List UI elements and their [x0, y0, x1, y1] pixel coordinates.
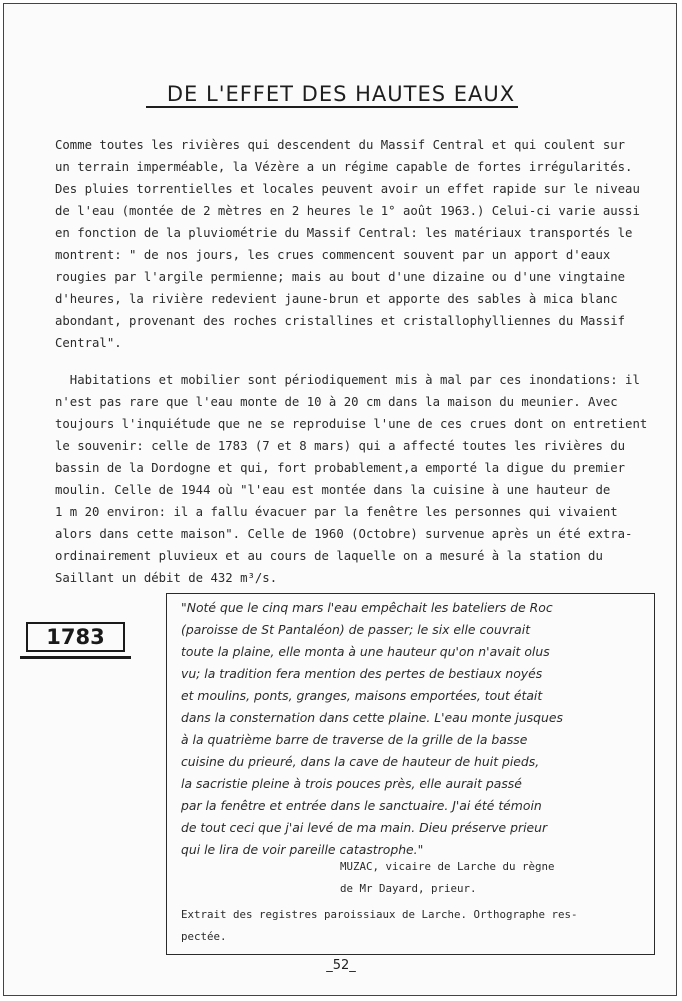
parish-record-quote	[181, 597, 563, 861]
paragraph-geology	[55, 134, 640, 354]
text-line: en fonction de la pluviométrie du Massif Central: les matériaux transportés le	[55, 226, 633, 240]
text-line: ordinairement pluvieux et au cours de laquelle on a mesuré à la station du	[55, 549, 603, 563]
quote-line: la sacristie pleine à trois pouces près, elle aurait passé	[181, 776, 522, 791]
quote-line: "Noté que le cinq mars l'eau empêchait les bateliers de Roc	[181, 600, 553, 615]
text-line: un terrain imperméable, la Vézère a un régime capable de fortes irrégularités.	[55, 160, 633, 174]
quote-line: et moulins, ponts, granges, maisons emportées, tout était	[181, 688, 543, 703]
text-line: Central".	[55, 336, 122, 350]
quote-line: toute la plaine, elle monta à une hauteur qu'on n'avait olus	[181, 644, 550, 659]
quote-line: de tout ceci que j'ai levé de ma main. Dieu préserve prieur	[181, 820, 548, 835]
quote-signature	[340, 856, 555, 900]
year-label-box: 1783	[26, 622, 125, 652]
text-line: bassin de la Dordogne et qui, fort probablement,a emporté la digue du premier	[55, 461, 626, 475]
text-line: Comme toutes les rivières qui descendent du Massif Central et qui coulent sur	[55, 138, 626, 152]
text-line: montrent: " de nos jours, les crues commencent souvent par un apport d'eaux	[55, 248, 611, 262]
year-underline	[20, 656, 131, 659]
source-note	[181, 904, 578, 948]
text-line: Des pluies torrentielles et locales peuvent avoir un effet rapide sur le niveau	[55, 182, 640, 196]
text-line: toujours l'inquiétude que ne se reproduise l'une de ces crues dont on entretient	[55, 417, 648, 431]
text-line: Habitations et mobilier sont périodiquement mis à mal par ces inondations: il	[55, 373, 640, 387]
quote-line: à la quatrième barre de traverse de la grille de la basse	[181, 732, 528, 747]
note-line: pectée.	[181, 930, 227, 943]
quote-line: qui le lira de voir pareille catastrophe."	[181, 842, 424, 857]
quote-line: (paroisse de St Pantaléon) de passer; le six elle couvrait	[181, 622, 531, 637]
signature-line: MUZAC, vicaire de Larche du règne	[340, 860, 555, 873]
text-line: rougies par l'argile permienne; mais au bout d'une dizaine ou d'une vingtaine	[55, 270, 626, 284]
text-line: le souvenir: celle de 1783 (7 et 8 mars) qui a affecté toutes les rivières du	[55, 439, 626, 453]
text-line: alors dans cette maison". Celle de 1960 (Octobre) survenue après un été extra-	[55, 527, 633, 541]
text-line: n'est pas rare que l'eau monte de 10 à 20 cm dans la maison du meunier. Avec	[55, 395, 618, 409]
quote-line: dans la consternation dans cette plaine. L'eau monte jusques	[181, 710, 563, 725]
page-number: _52_	[326, 958, 356, 973]
signature-line: de Mr Dayard, prieur.	[340, 882, 477, 895]
text-line: d'heures, la rivière redevient jaune-brun et apporte des sables à mica blanc	[55, 292, 618, 306]
page-title: DE L'EFFET DES HAUTES EAUX	[166, 82, 516, 106]
text-line: Saillant un débit de 432 m³/s.	[55, 571, 278, 585]
text-line: de l'eau (montée de 2 mètres en 2 heures le 1° août 1963.) Celui-ci varie aussi	[55, 204, 640, 218]
title-underline	[146, 106, 518, 108]
text-line: moulin. Celle de 1944 où "l'eau est montée dans la cuisine à une hauteur de	[55, 483, 611, 497]
quote-line: vu; la tradition fera mention des pertes de bestiaux noyés	[181, 666, 543, 681]
quote-line: cuisine du prieuré, dans la cave de hauteur de huit pieds,	[181, 754, 540, 769]
quote-box	[166, 593, 655, 955]
text-line: abondant, provenant des roches cristallines et cristallophylliennes du Massif	[55, 314, 626, 328]
quote-line: par la fenêtre et entrée dans le sanctuaire. J'ai été témoin	[181, 798, 542, 813]
paragraph-floods	[55, 369, 647, 589]
note-line: Extrait des registres paroissiaux de Larche. Orthographe res-	[181, 908, 578, 921]
text-line: 1 m 20 environ: il a fallu évacuer par la fenêtre les personnes qui vivaient	[55, 505, 618, 519]
